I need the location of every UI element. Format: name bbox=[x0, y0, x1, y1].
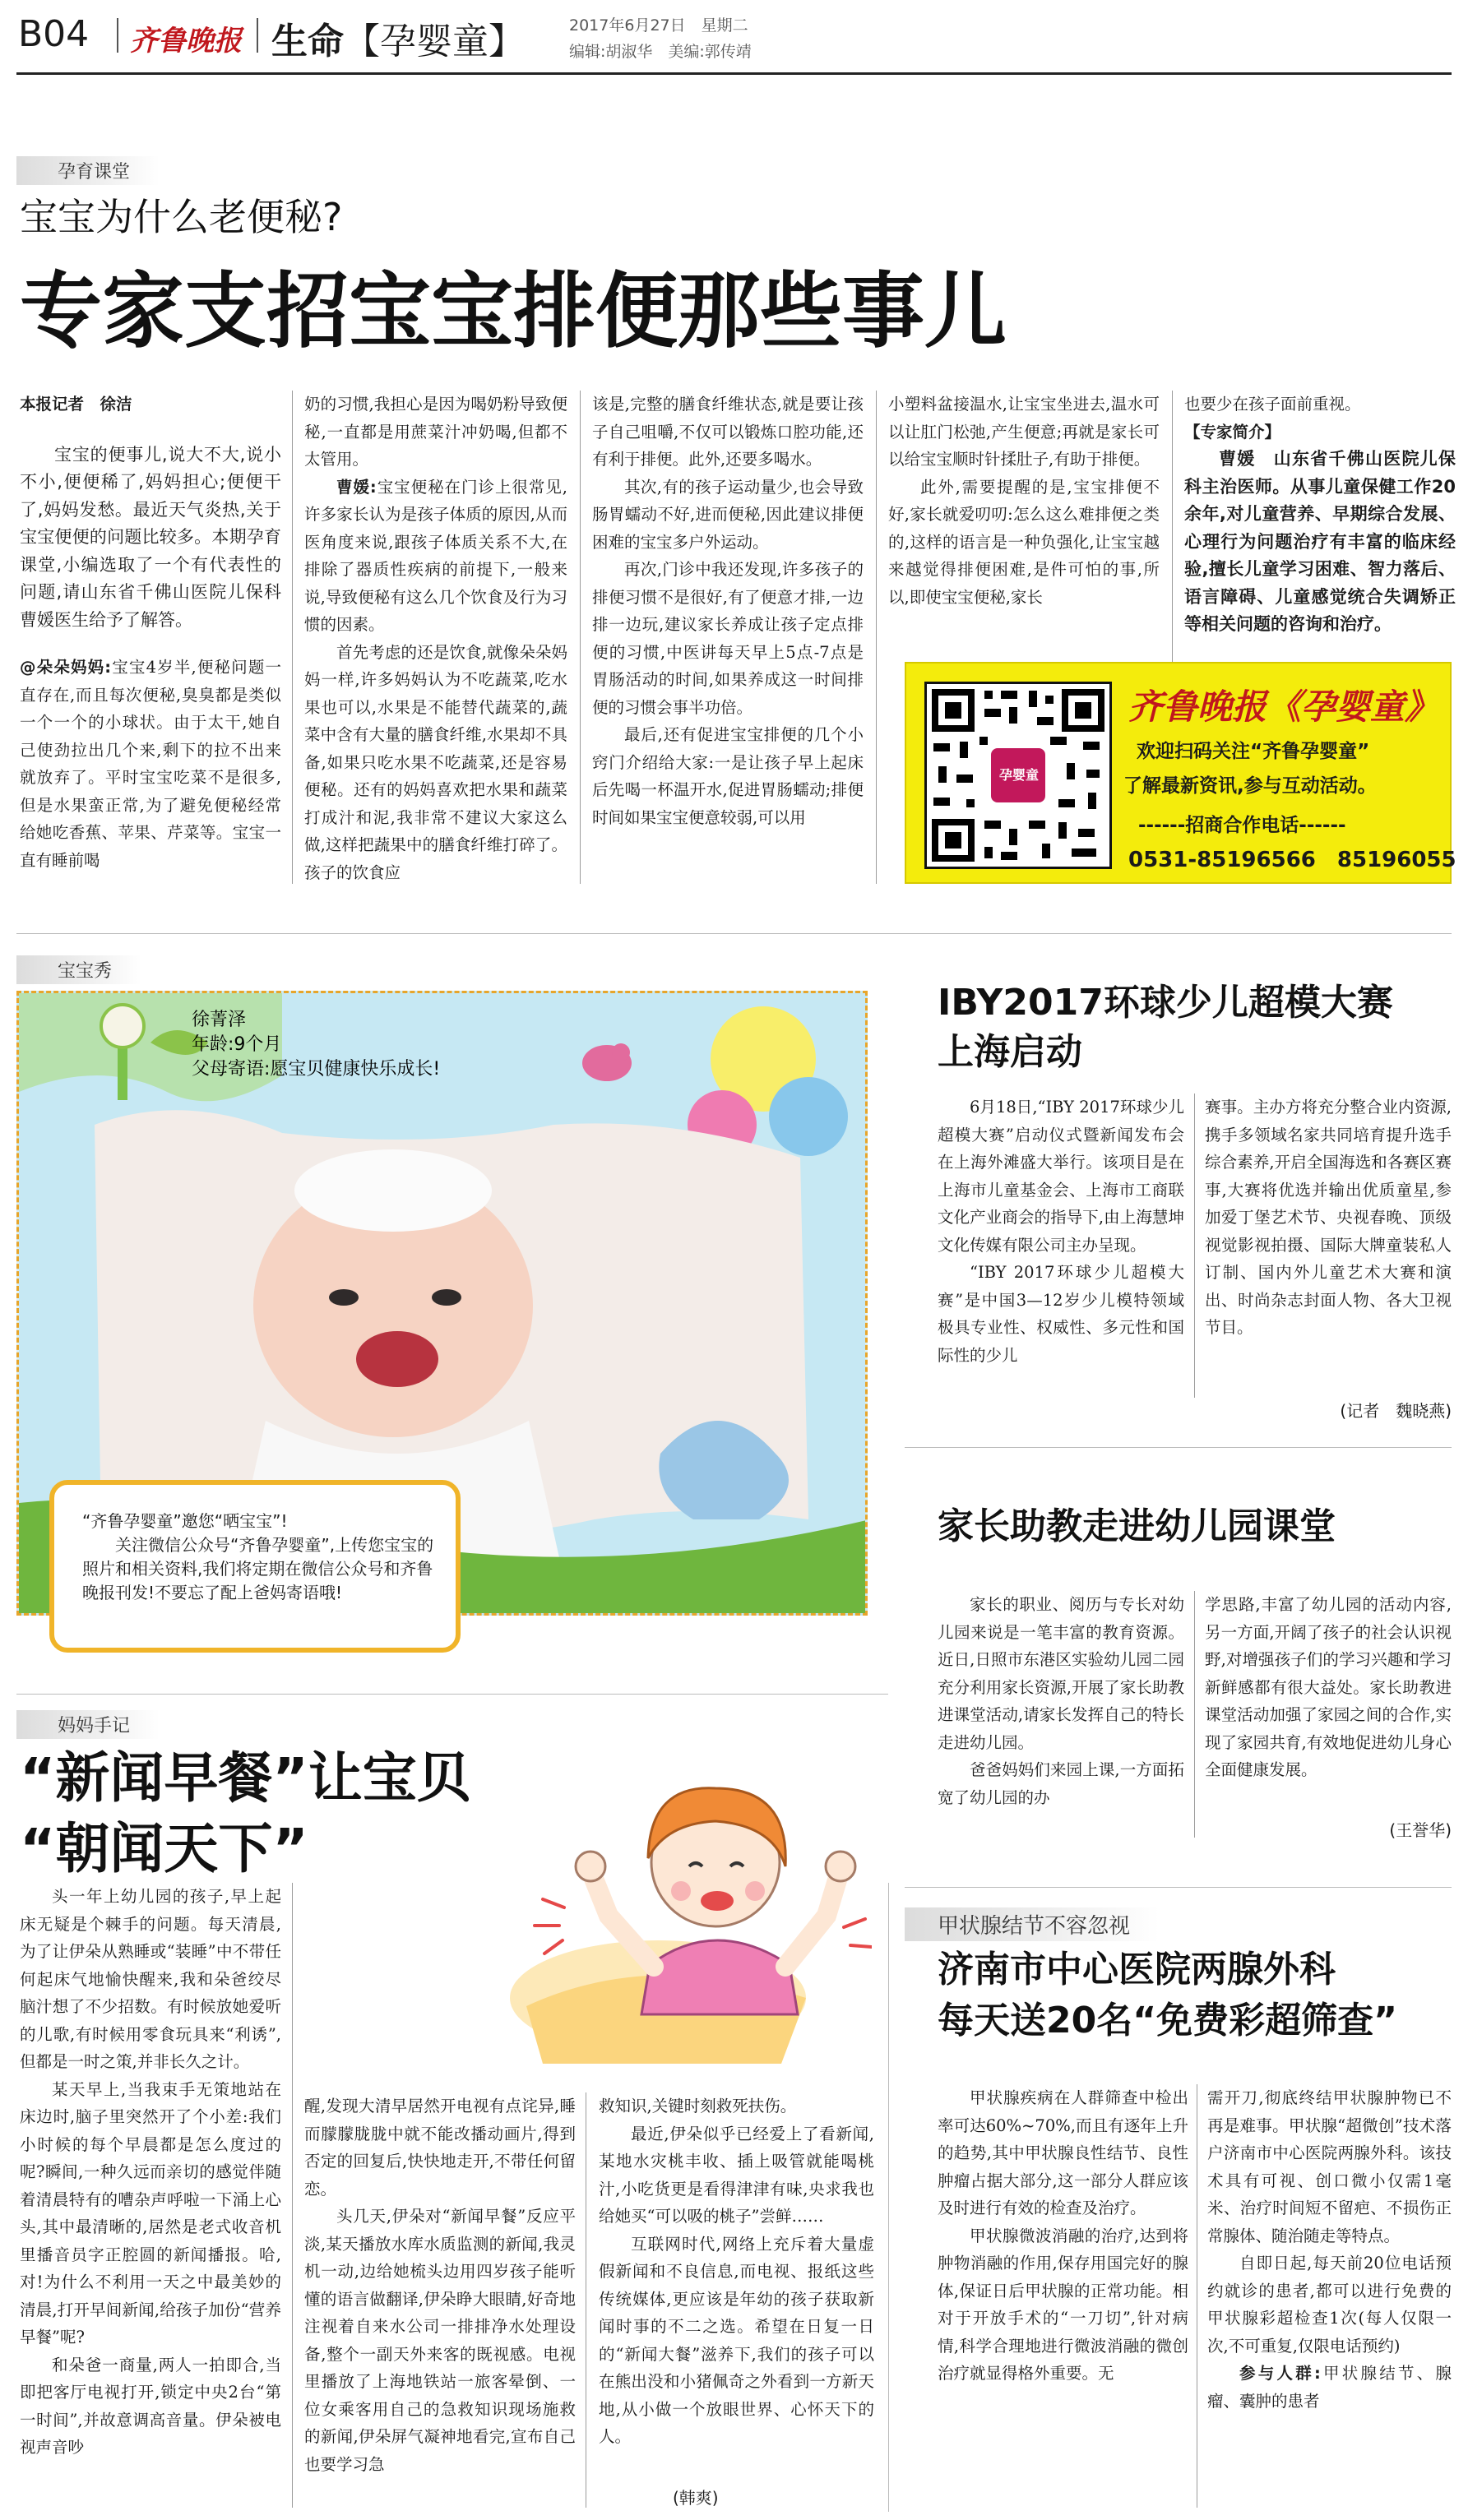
article5-column-1 bbox=[938, 2084, 1188, 2512]
article1-paragraph: 小塑料盆接温水,让宝宝坐进去,温水可以让肛门松弛,产生便意;再就是家长可以给宝宝顺时针揉肚子,有助于排便。 bbox=[888, 395, 1160, 469]
expert-name: 曹媛 bbox=[1219, 449, 1256, 469]
article1-column-3 bbox=[592, 391, 864, 892]
masthead-divider-2 bbox=[257, 18, 258, 53]
balloon-blue bbox=[769, 1077, 848, 1156]
promo-hotline-label: ------招商合作电话------ bbox=[1138, 815, 1346, 836]
section-divider bbox=[905, 1887, 1452, 1888]
article2-paragraph: 赛事。主办方将充分整合业内资源,携手多领域名家共同培育提升选手综合素养,开启全国海选和各赛区赛事,大赛将优选并输出优质童星,参加爱丁堡艺术节、央视春晚、顶级视觉影视拍摄、国际大牌童装私人订制、国内外儿童艺术大赛和演出、时尚杂志封面人物、各大卫视节目。 bbox=[1205, 1098, 1452, 1337]
article4-paragraph: 某天早上,当我束手无策地站在床边时,脑子里突然开了个小差:我们小时候的每个早晨都是怎么度过的呢?瞬间,一种久远而亲切的感觉伴随着清晨特有的嘈杂声呼啦一下涌上心头,其中最清晰的,居然是老式收音机里播音员字正腔圆的新闻播报。哈,对!为什么不利用一天之中最美妙的清晨,打开早间新闻,给孩子加份“营养早餐”呢? bbox=[20, 2079, 281, 2347]
answer-name: 曹媛: bbox=[336, 477, 377, 497]
article1-column-2 bbox=[304, 391, 567, 892]
question-asker: @朵朵妈妈: bbox=[20, 658, 112, 677]
promo-paper-logo: 齐鲁晚报 bbox=[1128, 687, 1267, 727]
article3-paragraph: 学思路,丰富了幼儿园的活动内容,另一方面,开阔了孩子的社会认识视野,对增强孩子们的学习兴趣和学习新鲜感都有很大益处。家长助教进课堂活动加强了家园之间的合作,实现了家园共育,有效地促进幼儿身心全面健康发展。 bbox=[1205, 1595, 1452, 1779]
section-divider bbox=[905, 1447, 1452, 1448]
question-text: 宝宝4岁半,便秘问题一直存在,而且每次便秘,臭臭都是类似一个一个的小球状。由于太干,她自己使劲拉出几个来,剩下的拉不出来就放弃了。平时宝宝吃菜不是很多,但是水果蛮正常,为了避免便秘经常给她吃香蕉、苹果、芹菜等。宝宝一直有睡前喝 bbox=[20, 658, 281, 870]
article4-headline bbox=[20, 1743, 471, 1884]
article3-headline: 家长助教走进幼儿园课堂 bbox=[938, 1505, 1336, 1547]
qr-logo-label: 孕婴童 bbox=[998, 767, 1039, 783]
article1-paragraph: 首先考虑的还是饮食,就像朵朵妈妈一样,许多妈妈认为不吃蔬菜,吃水果也可以,水果是不能替代蔬菜的,蔬菜中含有大量的膳食纤维,水果却不具备,如果只吃水果不吃蔬菜,还是容易便秘。还有的妈妈喜欢把水果和蔬菜打成汁和泥,我非常不建议大家这么做,这样把蔬果中的膳食纤维打碎了。孩子的饮食应 bbox=[304, 642, 567, 882]
masthead-rule bbox=[16, 72, 1452, 75]
column-rule bbox=[292, 1883, 293, 2508]
promo-line-1: 欢迎扫码关注“齐鲁孕婴童” bbox=[1137, 741, 1370, 762]
baby-age: 年龄:9个月 bbox=[192, 1034, 282, 1055]
article2-headline bbox=[938, 978, 1393, 1077]
qr-code[interactable] bbox=[924, 682, 1112, 869]
column-rule bbox=[1194, 1094, 1195, 1398]
notice-body: 关注微信公众号“齐鲁孕婴童”,上传您宝宝的照片和相关资料,我们将定期在微信公众号和齐鲁晚报刊发!不要忘了配上爸妈寄语哦! bbox=[82, 1535, 434, 1602]
article4-column-1 bbox=[20, 1883, 281, 2512]
article5-paragraph: 需开刀,彻底终结甲状腺肿物已不再是难事。甲状腺“超微创”技术落户济南市中心医院两腺外科。该技术具有可视、创口微小仅需1毫米、治疗时间短不留疤、不损伤正常腺体、随治随走等特点。 bbox=[1207, 2088, 1452, 2245]
article3-paragraph: 家长的职业、阅历与专长对幼儿园来说是一笔丰富的教育资源。近日,日照市东港区实验幼儿园二园充分利用家长资源,开展了家长助教进课堂活动,请家长发挥自己的特长走进幼儿园。 bbox=[938, 1595, 1184, 1752]
promo-box bbox=[905, 662, 1456, 884]
section-divider bbox=[16, 1694, 888, 1695]
participants-line bbox=[1207, 2360, 1452, 2415]
article1-paragraph: 奶的习惯,我担心是因为喝奶粉导致便秘,一直都是用蔗菜汁冲奶喝,但都不太管用。 bbox=[304, 395, 567, 469]
article4-byline: (韩爽) bbox=[673, 2488, 719, 2508]
article4-paragraph: 互联网时代,网络上充斥着大量虚假新闻和不良信息,而电视、报纸这些传统媒体,更应该是年幼的孩子获取新闻时事的不二之选。希望在日复一日的“新闻大餐”滋养下,我们的孩子可以在熊出没和小猪佩奇之外看到一方新天地,从小做一个放眼世界、心怀天下的人。 bbox=[599, 2234, 874, 2446]
notice-title: “齐鲁孕婴童”邀您“晒宝宝”! bbox=[82, 1511, 288, 1531]
article1-kicker: 宝宝为什么老便秘? bbox=[20, 195, 343, 239]
reporter-byline: 本报记者 徐洁 bbox=[20, 395, 132, 414]
column-rule bbox=[1172, 391, 1173, 670]
article4-paragraph: 最近,伊朵似乎已经爱上了看新闻,某地水灾桃丰收、插上吸管就能喝桃汁,小吃货更是看得津津有味,央求我也给她买“可以吸的桃子”尝鲜…… bbox=[599, 2124, 874, 2226]
article4-column-3 bbox=[599, 2092, 874, 2483]
girl-stretching-drawing bbox=[510, 1751, 872, 2072]
article5-paragraph: 自即日起,每天前20位电话预约就诊的患者,都可以进行免费的甲状腺彩超检查1次(每人仅限一次,不可重复,仅限电话预约) bbox=[1207, 2254, 1452, 2356]
article1-paragraph: 最后,还有促进宝宝排便的几个小窍门介绍给大家:一是让孩子早上起床后先喝一杯温开水,促进胃肠蠕动;排便时间如果宝宝便意较弱,可以用 bbox=[592, 725, 864, 827]
article1-column-1 bbox=[20, 391, 281, 892]
paper-logo: 齐鲁晚报 bbox=[130, 25, 242, 58]
promo-brand: 《孕婴童》 bbox=[1267, 687, 1440, 727]
article4-paragraph: 救知识,关键时刻救死扶伤。 bbox=[599, 2097, 797, 2115]
section-sub: 【孕婴童】 bbox=[344, 21, 525, 62]
article4-paragraph: 头一年上幼儿园的孩子,早上起床无疑是个棘手的问题。每天清晨,为了让伊朵从熟睡或“装睡”中不带任何起床气地愉快醒来,我和朵爸绞尽脑汁想了不少招数。有时候放她爱听的儿歌,有时候用零食玩具来“利诱”,但都是一时之策,并非长久之计。 bbox=[20, 1887, 281, 2071]
article5-headline bbox=[938, 1944, 1397, 2046]
participants-text: 甲状腺结节、腺瘤、囊肿的患者 bbox=[1207, 2364, 1452, 2411]
expert-profile bbox=[1184, 446, 1456, 639]
editors: 编辑:胡淑华 美编:郭传靖 bbox=[569, 43, 752, 61]
baby-name: 徐菁泽 bbox=[192, 1010, 247, 1030]
article1-paragraph: 再次,门诊中我还发现,许多孩子的排便习惯不是很好,有了便意才排,一边排一边玩,建议家长养成让孩子定点排便的习惯,中医讲每天早上5点-7点是胃肠活动的时间,如果养成这一时间排便的习惯会事半功倍。 bbox=[592, 560, 864, 717]
article2-column-2 bbox=[1205, 1094, 1452, 1398]
page-code: B04 bbox=[18, 13, 90, 55]
article1-intro: 宝宝的便事儿,说大不大,说小不小,便便稀了,妈妈担心;便便干了,妈妈发愁。最近天气炎热,关于宝宝便便的问题比较多。本期孕育课堂,小编选取了一个有代表性的问题,请山东省千佛山医院儿保科曹媛医生给予了解答。 bbox=[20, 444, 281, 630]
article2-byline: (记者 魏晓燕) bbox=[1340, 1401, 1452, 1421]
article2-headline-line-1: IBY2017环球少儿超模大赛 bbox=[938, 982, 1393, 1024]
article2-column-1 bbox=[938, 1094, 1184, 1422]
column-rule bbox=[580, 391, 581, 884]
expert-intro-label: 【专家简介】 bbox=[1184, 422, 1281, 442]
section-tag-baby-show: 宝宝秀 bbox=[16, 955, 141, 984]
promo-title bbox=[1128, 680, 1439, 729]
article4-headline-line-2: “朝闻天下” bbox=[20, 1817, 308, 1880]
article1-paragraph: 其次,有的孩子运动量少,也会导致肠胃蠕动不好,进而便秘,因此建议排便困难的宝宝多户外运动。 bbox=[592, 477, 864, 552]
article4-paragraph: 头几天,伊朵对“新闻早餐”反应平淡,某天播放水库水质监测的新闻,我灵机一动,边给她梳头边用四岁孩子能听懂的语言做翻译,伊朵睁大眼睛,好奇地注视着自来水公司一排排净水处理设备,整个一副天外来客的既视感。电视里播放了上海地铁站一旅客晕倒、一位女乘客用自己的急救知识现场施救的新闻,伊朵屏气凝神地看完,宣布自己也要学习急 bbox=[304, 2207, 576, 2474]
expert-bio: 山东省千佛山医院儿保科主治医师。从事儿童保健工作20余年,对儿童营养、早期综合发展、心理行为问题治疗有丰富的临床经验,擅长儿童学习困难、智力落后、语言障碍、儿童感觉统合失调矫正等相关问题的咨询和治疗。 bbox=[1184, 449, 1456, 634]
section-main: 生命 bbox=[271, 21, 344, 62]
article1-column-4 bbox=[888, 391, 1160, 637]
participants-label: 参与人群: bbox=[1239, 2364, 1321, 2383]
article2-headline-line-2: 上海启动 bbox=[938, 1031, 1082, 1073]
article4-paragraph: 和朵爸一商量,两人一拍即合,当即把客厅电视打开,锁定中央2台“第一时间”,并故意调高音量。伊朵被电视声音吵 bbox=[20, 2355, 281, 2457]
section-divider-vertical bbox=[888, 1883, 889, 2512]
article5-paragraph: 甲状腺疾病在人群筛查中检出率可达60%~70%,而且有逐年上升的趋势,其中甲状腺良性结节、良性肿瘤占据大部分,这一部分人群应该及时进行有效的检查及治疗。 bbox=[938, 2088, 1188, 2217]
article3-column-1 bbox=[938, 1591, 1184, 1842]
section-tag-thyroid: 甲状腺结节不容忽视 bbox=[905, 1907, 1160, 1941]
article5-column-2 bbox=[1207, 2084, 1452, 2512]
article5-headline-line-1: 济南市中心医院两腺外科 bbox=[938, 1949, 1336, 1991]
reader-question bbox=[20, 654, 281, 874]
section-tag-moms-notes: 妈妈手记 bbox=[16, 1710, 160, 1739]
article1-column-5 bbox=[1184, 391, 1456, 703]
section-tag-parenting: 孕育课堂 bbox=[16, 156, 160, 185]
section-title bbox=[271, 12, 525, 64]
article1-paragraph: 该是,完整的膳食纤维状态,就是要让孩子自己咀嚼,不仅可以锻炼口腔功能,还有利于排便。此外,还要多喝水。 bbox=[592, 395, 864, 469]
article1-paragraph: 也要少在孩子面前重视。 bbox=[1184, 395, 1361, 414]
article4-column-2 bbox=[304, 2092, 576, 2512]
baby-show-notice bbox=[49, 1480, 461, 1653]
article5-paragraph: 甲状腺微波消融的治疗,达到将肿物消融的作用,保存用国完好的腺体,保证日后甲状腺的正常功能。相对于开放手术的“一刀切”,针对病情,科学合理地进行微波消融的微创治疗就显得格外重要。无 bbox=[938, 2226, 1188, 2383]
promo-phones: 0531-85196566 85196055 bbox=[1128, 848, 1456, 872]
baby-headband bbox=[294, 1149, 492, 1232]
article5-headline-line-2: 每天送20名“免费彩超筛查” bbox=[938, 2000, 1398, 2041]
article3-column-2 bbox=[1205, 1591, 1452, 1813]
expert-answer bbox=[304, 474, 567, 639]
masthead bbox=[0, 0, 1468, 66]
article3-byline: (王誉华) bbox=[1389, 1820, 1452, 1840]
section-divider bbox=[16, 933, 1452, 934]
column-rule bbox=[292, 391, 293, 884]
masthead-divider bbox=[117, 18, 118, 53]
column-rule bbox=[1194, 1591, 1195, 1838]
issue-date: 2017年6月27日 星期二 bbox=[569, 16, 748, 35]
child-waking-illustration bbox=[510, 1751, 872, 2072]
answer-text: 宝宝便秘在门诊上很常见,许多家长认为是孩子体质的原因,从而医角度来说,跟孩子体质关系不大,在排除了器质性疾病的前提下,一般来说,导致便秘有这么几个饮食及行为习惯的因素。 bbox=[304, 477, 567, 634]
promo-line-2: 了解最新资讯,参与互动活动。 bbox=[1123, 775, 1377, 797]
column-rule bbox=[876, 391, 877, 884]
article1-paragraph: 此外,需要提醒的是,宝宝排便不好,家长就爱叨叨:怎么这么难排便之类的,这样的语言是一种负强化,让宝宝越来越觉得排便困难,是件可怕的事,所以,即使宝宝便秘,家长 bbox=[888, 477, 1160, 607]
article3-paragraph: 爸爸妈妈们来园上课,一方面拓宽了幼儿园的办 bbox=[938, 1760, 1184, 1807]
article2-paragraph: 6月18日,“IBY 2017环球少儿超模大赛”启动仪式暨新闻发布会在上海外滩盛大举行。该项目是在上海市儿童基金会、上海市工商联文化产业商会的指导下,由上海慧坤文化传媒有限公司主办呈现。 bbox=[938, 1098, 1184, 1255]
parents-message: 父母寄语:愿宝贝健康快乐成长! bbox=[192, 1059, 441, 1080]
article1-headline: 专家支招宝宝排便那些事儿 bbox=[20, 263, 1007, 359]
baby-caption bbox=[192, 1008, 440, 1082]
article4-headline-line-1: “新闻早餐”让宝贝 bbox=[20, 1746, 471, 1810]
article2-paragraph: “IBY 2017环球少儿超模大赛”是中国3—12岁少儿模特领域极具专业性、权威性、多元性和国际性的少儿 bbox=[938, 1263, 1184, 1365]
article4-paragraph: 醒,发现大清早居然开电视有点诧异,睡而朦朦胧胧中就不能改播动画片,得到否定的回复后,快快地走开,不带任何留恋。 bbox=[304, 2097, 576, 2199]
